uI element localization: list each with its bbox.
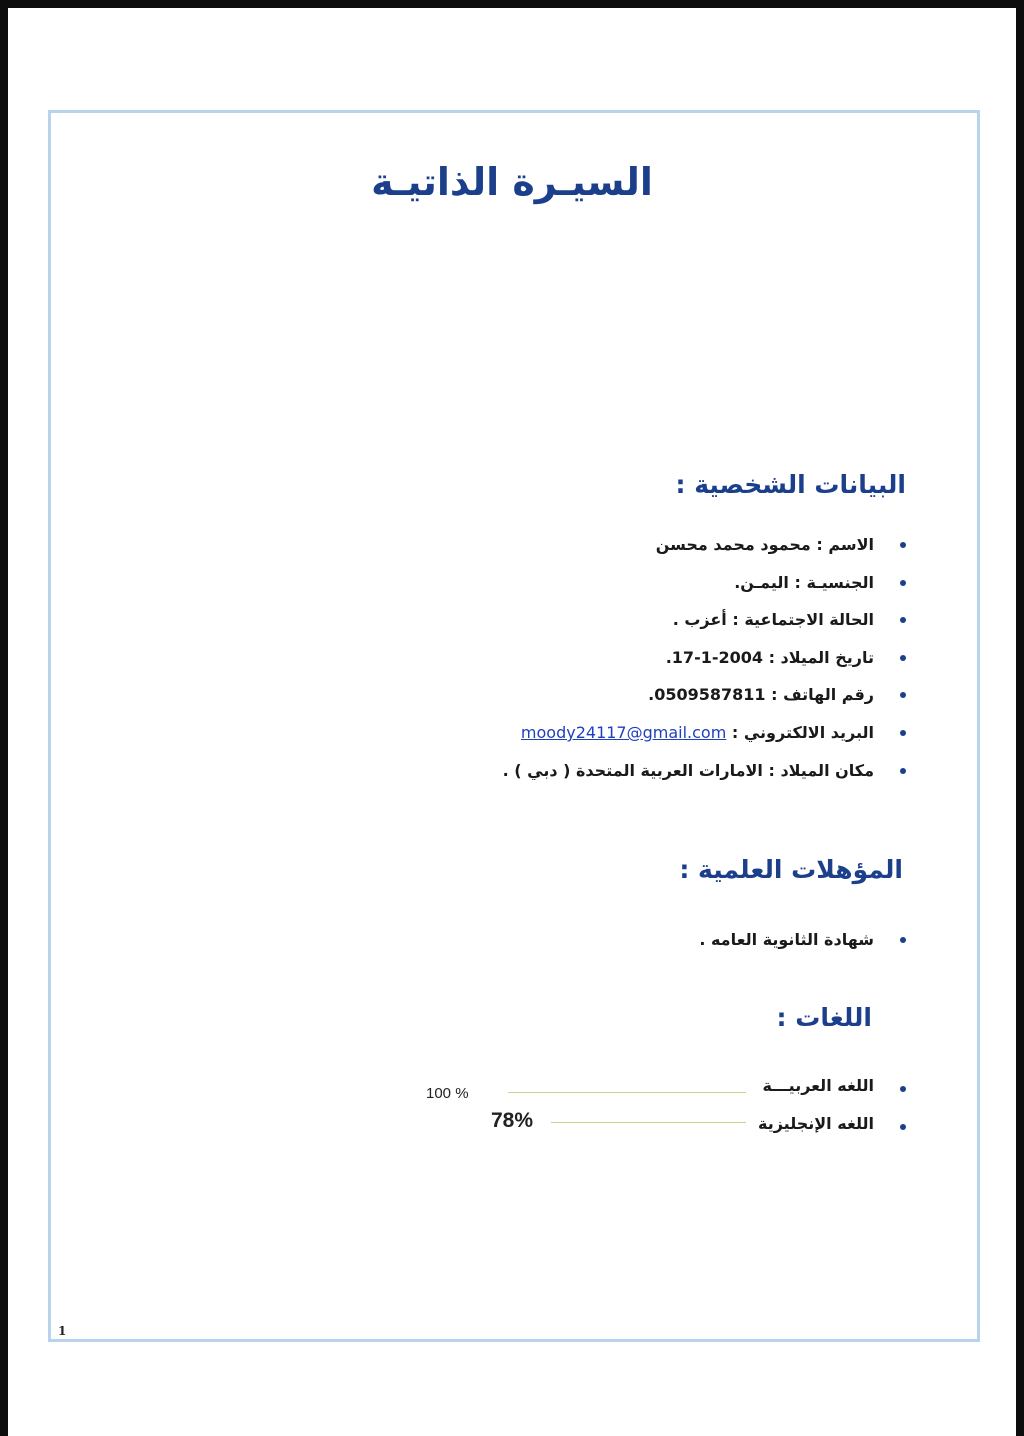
bullet-icon xyxy=(900,768,906,774)
bullet-icon xyxy=(900,580,906,586)
nationality-value: الجنسيـة : اليمـن. xyxy=(734,572,874,592)
bullet-icon xyxy=(900,617,906,623)
bullet-icon xyxy=(900,542,906,548)
bullet-icon xyxy=(900,1086,906,1092)
language-level-line xyxy=(508,1092,746,1093)
language-level-line xyxy=(551,1122,746,1123)
bullet-icon xyxy=(900,730,906,736)
language-percent: 100 % xyxy=(426,1085,469,1102)
list-item xyxy=(503,681,906,719)
list-item xyxy=(503,719,906,757)
bullet-icon xyxy=(900,1124,906,1130)
bullet-icon xyxy=(900,692,906,698)
language-percent: 78% xyxy=(491,1109,534,1132)
qualifications-heading: المؤهلات العلمية : xyxy=(679,855,903,884)
personal-data-heading: البيانات الشخصية : xyxy=(675,470,906,499)
list-item xyxy=(503,606,906,644)
marital-status-value: الحالة الاجتماعية : أعزب . xyxy=(672,610,874,630)
language-name: اللغه الإنجليزية xyxy=(758,1114,874,1133)
qualifications-list xyxy=(699,926,906,964)
language-row-english xyxy=(386,1112,906,1140)
personal-data-list xyxy=(503,531,906,794)
phone-value: رقم الهاتف : 0509587811. xyxy=(648,685,874,705)
list-item xyxy=(699,926,906,964)
language-name: اللغه العربيـــة xyxy=(762,1076,874,1095)
bullet-icon xyxy=(900,655,906,661)
name-value: الاسم : محمود محمد محسن xyxy=(655,535,874,554)
document-title: السيـرة الذاتيـة xyxy=(371,160,653,204)
birth-place-value: مكان الميلاد : الامارات العربية المتحدة ( دبي ) . xyxy=(502,760,874,780)
list-item xyxy=(503,569,906,607)
list-item xyxy=(503,757,906,795)
page-number: 1 xyxy=(58,1324,67,1338)
list-item xyxy=(503,644,906,682)
email-label: البريد الالكتروني : xyxy=(731,722,874,742)
email-link[interactable]: moody24117@gmail.com xyxy=(520,722,727,742)
qualification-value: شهادة الثانوية العامه . xyxy=(699,930,874,949)
birth-date-value: تاريخ الميلاد : 2004-1-17. xyxy=(665,647,874,667)
bullet-icon xyxy=(900,937,906,943)
languages-heading: اللغات : xyxy=(776,1003,872,1032)
list-item xyxy=(503,531,906,569)
